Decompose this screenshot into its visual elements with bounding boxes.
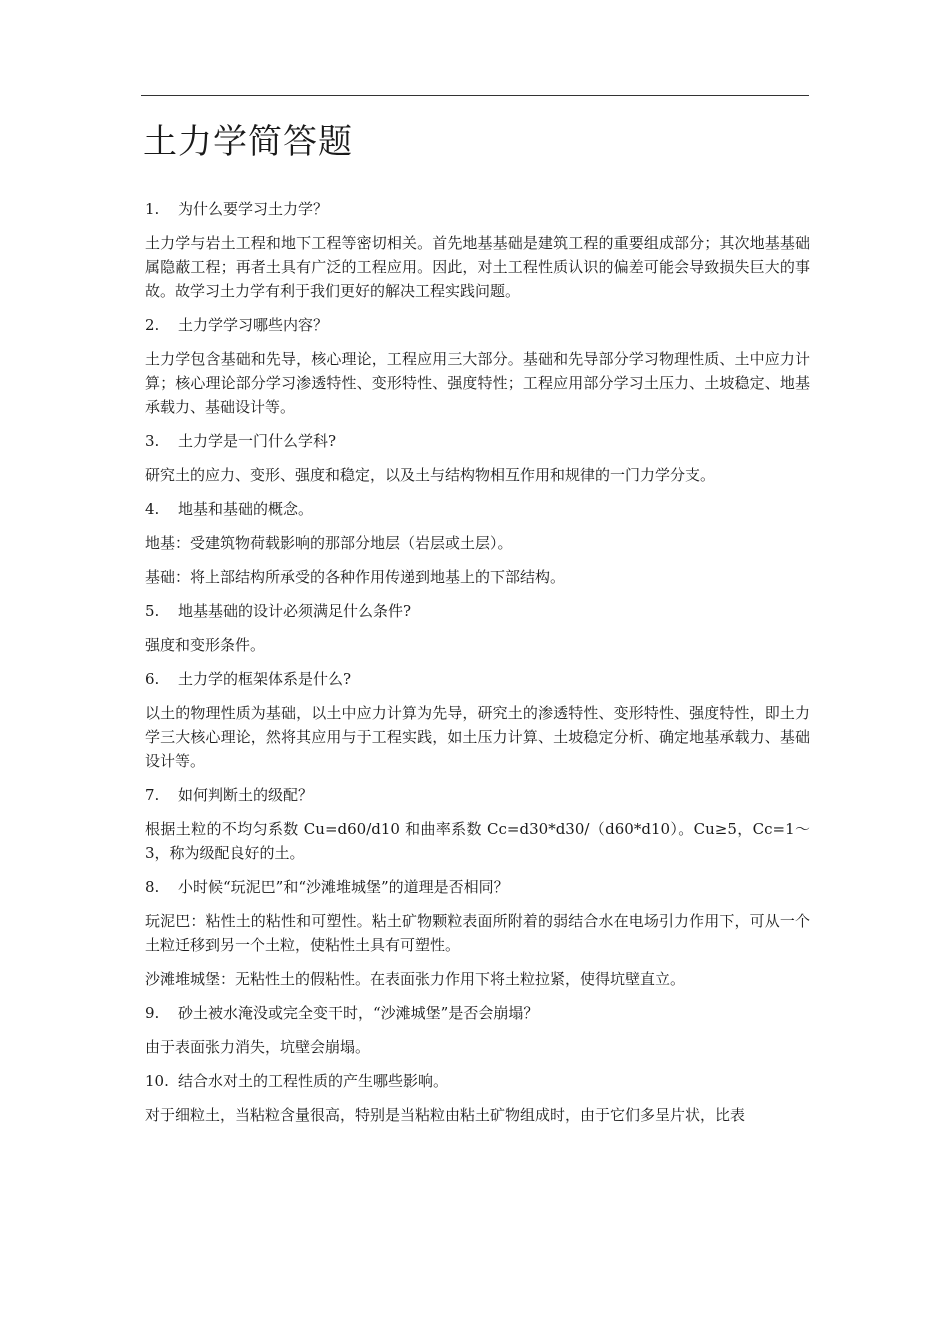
- question-text: 土力学的框架体系是什么?: [178, 670, 352, 688]
- question-text: 为什么要学习土力学？: [178, 200, 329, 218]
- answer-paragraph: 基础：将上部结构所承受的各种作用传递到地基上的下部结构。: [145, 568, 566, 586]
- answer-paragraph: 地基：受建筑物荷载影响的那部分地层（岩层或土层）。: [145, 534, 513, 552]
- question-text: 如何判断土的级配？: [178, 786, 314, 804]
- question-item: [145, 599, 810, 623]
- answer-paragraph: 根据土粒的不均匀系数 Cu=d60/d10 和曲率系数 Cc=d30*d30/（d60*d10）。Cu≥5，Cc=1～3，称为级配良好的土。: [145, 820, 810, 862]
- answer-paragraph: 研究土的应力、变形、强度和稳定，以及土与结构物相互作用和规律的一门力学分支。: [145, 466, 716, 484]
- answer-paragraph: 玩泥巴：粘性土的粘性和可塑性。粘土矿物颗粒表面所附着的弱结合水在电场引力作用下，可从一个土粒迁移到另一个土粒，使粘性土具有可塑性。: [145, 912, 810, 954]
- answer-paragraph: 沙滩堆城堡：无粘性土的假粘性。在表面张力作用下将土粒拉紧，使得坑壁直立。: [145, 970, 686, 988]
- question-item: [145, 429, 810, 453]
- answer-paragraph: 土力学与岩土工程和地下工程等密切相关。首先地基基础是建筑工程的重要组成部分；其次地基基础属隐蔽工程；再者土具有广泛的工程应用。因此，对土工程性质认识的偏差可能会导致损失巨大的事故。故学习土力学有利于我们更好的解决工程实践问题。: [145, 234, 810, 300]
- question-number: 8.: [145, 878, 160, 896]
- answer-paragraph: 由于表面张力消失，坑壁会崩塌。: [145, 1038, 371, 1056]
- question-number: 3.: [145, 432, 160, 450]
- question-item: [145, 497, 810, 521]
- question-number: 9.: [145, 1004, 160, 1022]
- question-text: 结合水对土的工程性质的产生哪些影响。: [178, 1072, 449, 1090]
- question-number: 4.: [145, 500, 160, 518]
- header-rule: [141, 95, 809, 96]
- page-title: 土力学简答题: [143, 122, 353, 162]
- question-number: 5.: [145, 602, 160, 620]
- question-item: [145, 1069, 810, 1093]
- question-number: 10.: [145, 1072, 169, 1090]
- answer-paragraph: 对于细粒土，当粘粒含量很高，特别是当粘粒由粘土矿物组成时，由于它们多呈片状，比表: [145, 1106, 746, 1124]
- question-item: [145, 783, 810, 807]
- question-text: 土力学学习哪些内容？: [178, 316, 329, 334]
- question-text: 土力学是一门什么学科?: [178, 432, 337, 450]
- question-text: 小时候“玩泥巴”和“沙滩堆城堡”的道理是否相同？: [178, 878, 509, 896]
- question-text: 砂土被水淹没或完全变干时，“沙滩城堡”是否会崩塌？: [178, 1004, 539, 1022]
- answer-paragraph: 强度和变形条件。: [145, 636, 266, 654]
- answer-paragraph: 以土的物理性质为基础，以土中应力计算为先导，研究土的渗透特性、变形特性、强度特性，即土力学三大核心理论，然将其应用与于工程实践，如土压力计算、土坡稳定分析、确定地基承载力、基础设计等。: [145, 704, 810, 770]
- qa-list: [145, 197, 810, 1137]
- question-item: [145, 313, 810, 337]
- question-item: [145, 667, 810, 691]
- question-number: 7.: [145, 786, 160, 804]
- question-item: [145, 1001, 810, 1025]
- answer-paragraph: 土力学包含基础和先导，核心理论，工程应用三大部分。基础和先导部分学习物理性质、土中应力计算；核心理论部分学习渗透特性、变形特性、强度特性；工程应用部分学习土压力、土坡稳定、地基承载力、基础设计等。: [145, 350, 810, 416]
- question-text: 地基基础的设计必须满足什么条件?: [178, 602, 412, 620]
- question-number: 2.: [145, 316, 160, 334]
- question-item: [145, 875, 810, 899]
- question-text: 地基和基础的概念。: [178, 500, 314, 518]
- question-item: [145, 197, 810, 221]
- question-number: 1.: [145, 200, 160, 218]
- question-number: 6.: [145, 670, 160, 688]
